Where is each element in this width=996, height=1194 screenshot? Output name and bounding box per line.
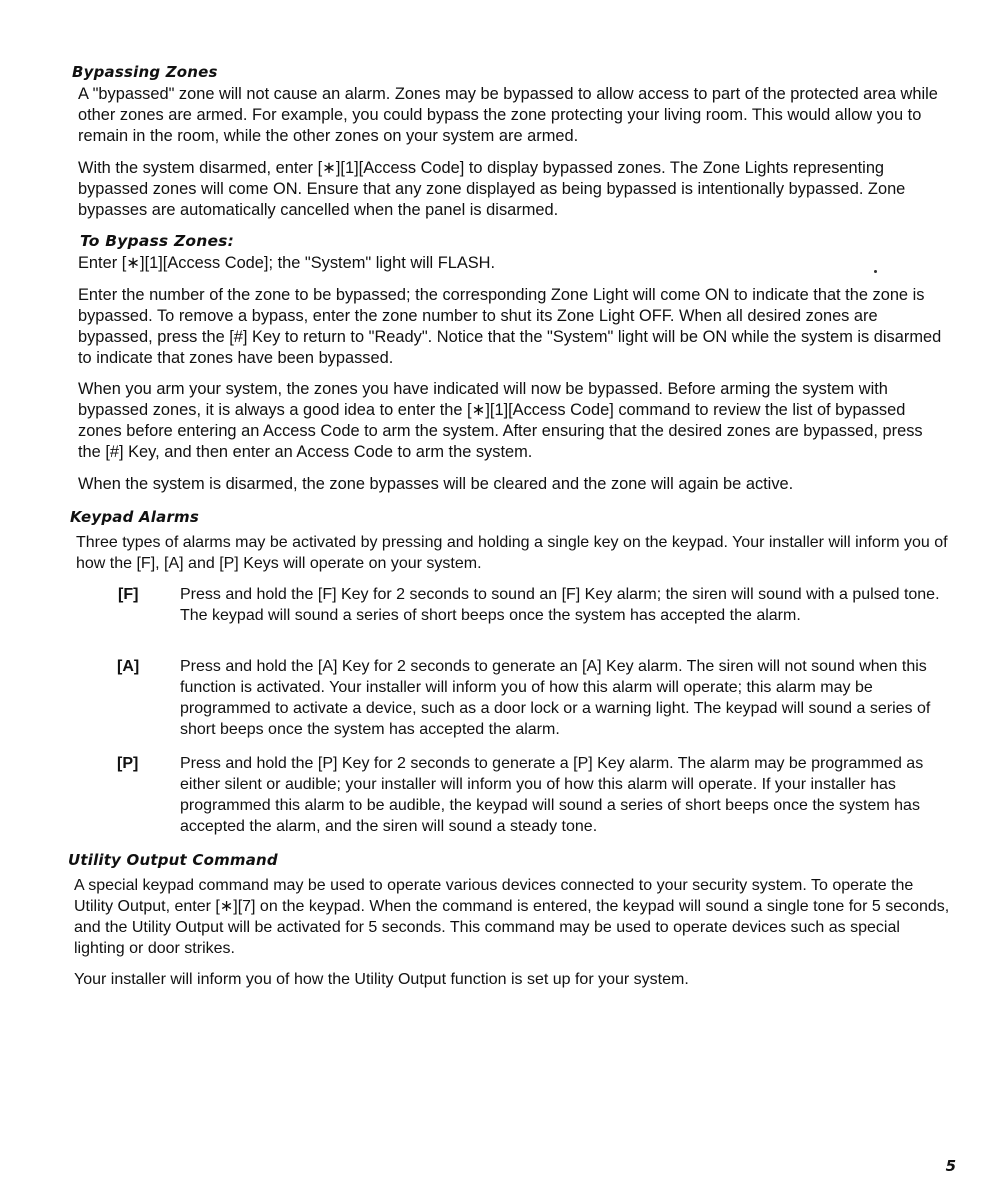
key-description-a: Press and hold the [A] Key for 2 seconds to generate an [A] Key alarm. The siren will not sound when this function is activated. Your installer will inform you of how this alarm will operate; this alarm may be programmed to activate a device, such as a door lock or a warning light. The keypad will sound a series of short beeps once the system has accepted the alarm.: [180, 658, 931, 738]
page-number: 5: [945, 1157, 956, 1175]
key-label-f: [F]: [118, 586, 139, 603]
bypassing-step-2: Enter the number of the zone to be bypassed; the corresponding Zone Light will come ON to indicate that the zone is bypassed. To remove a bypass, enter the zone number to shut its Zone Light OFF. When all desired zones are bypassed, press the [#] Key to return to "Ready". Notice that the "System" light will be ON while the system is disarmed to indicate that zones have been bypassed.: [78, 286, 942, 367]
key-description-f: Press and hold the [F] Key for 2 seconds to sound an [F] Key alarm; the siren will sound with a pulsed tone. The keypad will sound a series of short beeps once the system has accepted the alarm.: [180, 586, 940, 624]
keypad-alarms-intro: Three types of alarms may be activated by pressing and holding a single key on the keypad. Your installer will inform you of how the [F], [A] and [P] Keys will operate on your system.: [76, 534, 948, 572]
subheading-to-bypass-zones: To Bypass Zones:: [80, 232, 234, 250]
bypassing-paragraph-disarmed: When the system is disarmed, the zone bypasses will be cleared and the zone will again be active.: [78, 475, 794, 493]
bypassing-step-1: Enter [∗][1][Access Code]; the "System" light will FLASH.: [78, 254, 496, 272]
utility-output-paragraph-1: A special keypad command may be used to operate various devices connected to your security system. To operate the Utility Output, enter [∗][7] on the keypad. When the command is entered, the keypad will sound a single tone for 5 seconds, and the Utility Output will be activated for 5 seconds. This command may be used to operate devices such as special lighting or door strikes.: [74, 877, 950, 957]
section-heading-utility-output: Utility Output Command: [68, 851, 278, 869]
section-heading-keypad-alarms: Keypad Alarms: [70, 508, 200, 526]
bypassing-paragraph-1: A "bypassed" zone will not cause an alarm. Zones may be bypassed to allow access to part of the protected area while other zones are armed. For example, you could bypass the zone protecting your living room. This would allow you to remain in the room, while the other zones on your system are armed.: [78, 85, 938, 145]
key-description-p: Press and hold the [P] Key for 2 seconds to generate a [P] Key alarm. The alarm may be programmed as either silent or audible; your installer will inform you of how this alarm will operate. If your installer has programmed this alarm to be audible, the keypad will sound a series of short beeps once the system has accepted the alarm, and the siren will sound a steady tone.: [180, 755, 924, 835]
bypassing-paragraph-2: With the system disarmed, enter [∗][1][Access Code] to display bypassed zones. The Zone Lights representing bypassed zones will come ON. Ensure that any zone displayed as being bypassed is intentionally bypassed. Zone bypasses are automatically cancelled when the panel is disarmed.: [78, 159, 906, 219]
stray-mark: [874, 270, 877, 273]
bypassing-paragraph-arming: When you arm your system, the zones you have indicated will now be bypassed. Before arming the system with bypassed zones, it is always a good idea to enter the [∗][1][Access Code] command to review the list of bypassed zones before entering an Access Code to arm the system. After ensuring that the desired zones are bypassed, press the [#] Key, and then enter an Access Code to arm the system.: [78, 380, 923, 461]
utility-output-paragraph-2: Your installer will inform you of how the Utility Output function is set up for your system.: [74, 971, 689, 988]
section-heading-bypassing-zones: Bypassing Zones: [72, 63, 218, 81]
key-label-p: [P]: [117, 755, 139, 772]
key-label-a: [A]: [117, 658, 140, 675]
